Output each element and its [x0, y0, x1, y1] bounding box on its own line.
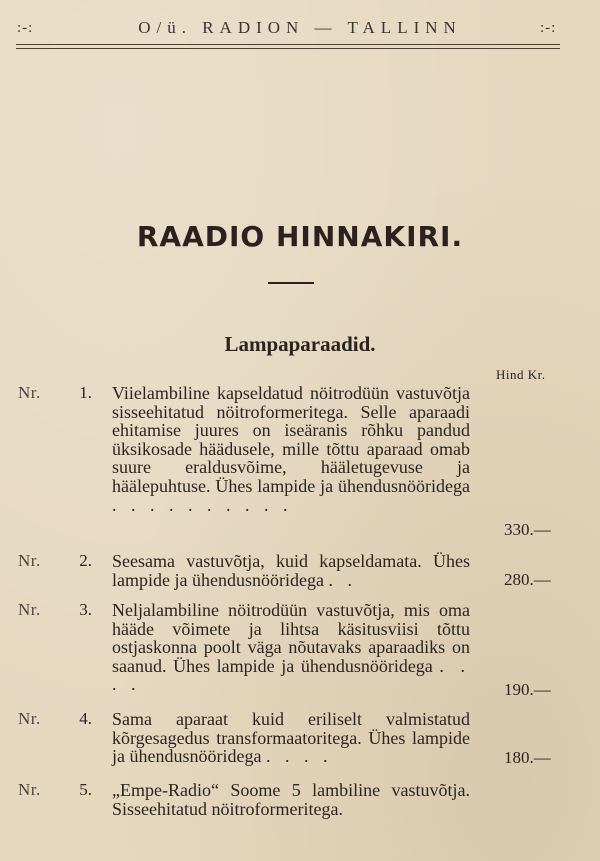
item-leader-dots: . . [328, 569, 357, 590]
item-nr-label: Nr. [18, 709, 41, 728]
item-nr-label: Nr. [18, 600, 41, 619]
item-number: 2. [79, 551, 92, 570]
item-leader-dots: . . . . . . . . . . [112, 494, 293, 515]
header-title: O/ü. RADION — TALLINN [138, 18, 462, 37]
item-text: Viielambiline kapseldatud nöitrodüün vastuvõtja sisseehitatud nöitroformeritega. Selle aparaadi ehitamise juures on iseäranis rõhku pandud üksikosade häädusele, mille tõttu aparaad omab suure eraldusvõime, hääletugevuse ja häälepuhtuse. Ühes lampide ja ühendusnööridega [112, 383, 470, 496]
item-leader-dots: . . . . [112, 655, 471, 695]
ornament-left: :-: [17, 20, 34, 36]
item-nr-label: Nr. [18, 383, 41, 402]
item-number: 1. [79, 383, 92, 402]
item-description [112, 552, 470, 589]
item-description [112, 710, 470, 766]
item-nr-label: Nr. [18, 780, 41, 799]
item-description [112, 601, 470, 694]
item-number: 5. [79, 780, 92, 799]
item-text: „Empe-Radio“ Soome 5 lambiline vastuvõtja. Sisseehitatud nöitroformeritega. [112, 780, 470, 819]
ornament-right: :-: [540, 20, 557, 36]
item-text: Sama aparaat kuid eriliselt valmistatud kõrgesagedus transformaatoritega. Ühes lampide ja ühendusnööridega [112, 709, 470, 767]
item-description [112, 384, 470, 514]
header-rule-bottom [16, 48, 560, 49]
title-divider [268, 282, 314, 284]
header-rule-top [16, 44, 560, 45]
item-nr-label: Nr. [18, 551, 41, 570]
item-description [112, 781, 470, 818]
page-header [0, 12, 600, 46]
item-leader-dots: . . . . [265, 746, 333, 767]
item-number: 3. [79, 600, 92, 619]
item-price: 190.— [504, 680, 551, 699]
item-price: 180.— [504, 748, 551, 767]
item-text: Seesama vastuvõtja, kuid kapseldamata. Ühes lampide ja ühendusnööridega [112, 551, 470, 590]
section-title: Lampaparaadid. [224, 332, 376, 356]
page-title: RAADIO HINNAKIRI. [136, 220, 464, 253]
item-text: Neljalambiline nöitrodüün vastuvõtja, mis oma hääde võimete ja lihtsa käsitusviisi tõttu ostjaskonna poolt väga nõutavaks aparaadiks on saanud. Ühes lampide ja ühendusnööridega [112, 600, 470, 676]
item-number: 4. [79, 709, 92, 728]
price-column-header: Hind Kr. [496, 367, 546, 382]
item-price: 330.— [504, 520, 551, 539]
item-price: 280.— [504, 570, 551, 589]
